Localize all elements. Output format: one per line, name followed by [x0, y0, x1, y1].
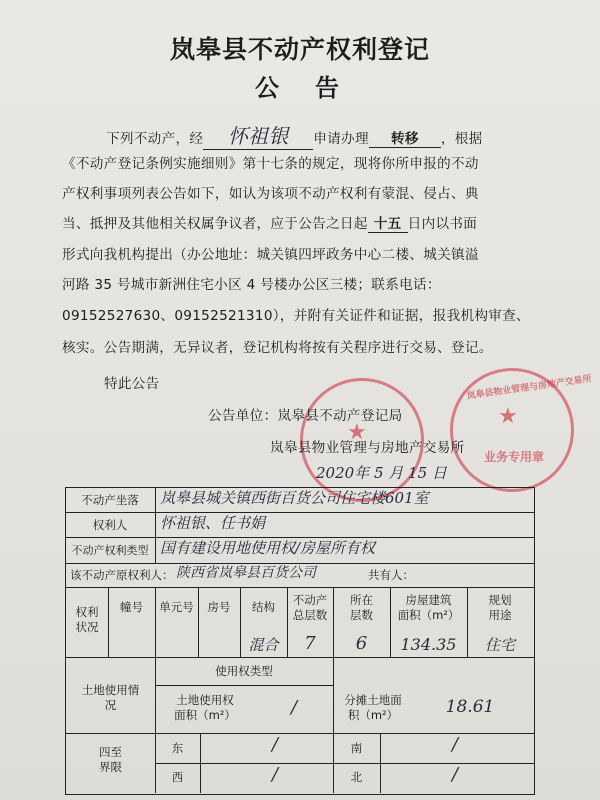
use-value: 住宅 [484, 636, 515, 654]
owner-value: 怀祖银、任书娟 [160, 514, 266, 532]
col-use [467, 593, 533, 623]
col-area [390, 593, 467, 623]
right-type-label: 不动产权利类型 [71, 544, 149, 557]
owner-label: 权利人 [92, 518, 128, 532]
seal-text-top: 岚皋县物业管理与房地产交易所 [466, 374, 593, 402]
col-area-2: 面积（m²） [397, 608, 460, 622]
intro-apply: 申请办理 [313, 131, 369, 147]
seal-text-bottom: 业务专用章 [484, 450, 545, 464]
boundary-label-1: 四至 [99, 745, 122, 759]
status-label-line-1: 权利 [75, 605, 99, 619]
issuer-line [208, 404, 403, 424]
intro-basis: ，根据 [440, 131, 483, 147]
land-area-value: / [290, 697, 298, 718]
seal-star-icon: ★ [347, 420, 367, 445]
west-value: / [271, 764, 279, 785]
col-at-floor-1: 所在 [350, 593, 373, 607]
north-value: / [451, 764, 459, 785]
original-owner-label: 该不动产原权利人： [70, 568, 174, 582]
col-total-floors [287, 593, 333, 623]
issuer-org-1: 岚皋县不动产登记局 [277, 408, 403, 424]
col-use-2: 用途 [488, 608, 512, 622]
boundary-label [66, 745, 155, 775]
shared-area-value: 18.61 [445, 697, 495, 717]
col-total-floors-2: 总层数 [292, 608, 328, 622]
co-owner-label: 共有人： [368, 568, 414, 582]
location-label: 不动产坐落 [81, 493, 139, 507]
land-area-label-1: 土地使用权 [176, 693, 234, 707]
objection-days: 十五 [368, 212, 408, 233]
col-use-1: 规划 [488, 593, 512, 607]
land-use-label-1: 土地使用情 [81, 683, 140, 697]
seal-star-icon-2: ★ [498, 404, 518, 429]
shared-area-label-1: 分摊土地面 [344, 693, 402, 707]
intro-line-3: 产权利事项列表公告如下，如认为该项不动产权利有蒙混、侵占、典 [62, 186, 479, 202]
applicant-name: 怀祖银 [203, 120, 313, 150]
land-area-label [155, 693, 255, 723]
col-unit: 单元号 [159, 600, 194, 614]
structure-value: 混合 [248, 636, 279, 654]
intro-line-6: 河路 35 号城市新洲住宅小区 4 号楼办公区三楼；联系电话： [62, 277, 441, 293]
col-at-floor-2: 层数 [350, 608, 373, 622]
col-at-floor [333, 593, 390, 623]
shared-area-label [333, 693, 413, 723]
boundary-label-2: 界限 [99, 760, 122, 774]
col-building: 幢号 [120, 600, 143, 614]
intro-line-4-a: 当、抵押及其他相关权属争议者，应于公告之日起 [62, 216, 368, 232]
west-label: 西 [171, 770, 184, 784]
status-label [66, 605, 108, 635]
original-owner-value: 陕西省岚皋县百货公司 [176, 565, 316, 581]
land-type-label: 使用权类型 [215, 664, 273, 678]
area-value: 134.35 [400, 635, 457, 654]
action-type: 转移 [369, 127, 441, 148]
right-type-value: 国有建设用地使用权/房屋所有权 [160, 539, 376, 557]
status-label-line-2: 状况 [75, 620, 99, 634]
closing-text: 特此公告 [104, 376, 160, 392]
total-floors-value: 7 [304, 633, 316, 654]
south-label: 南 [350, 741, 363, 755]
intro-line-4-b: 日内以书面 [407, 216, 478, 232]
at-floor-value: 6 [355, 633, 368, 654]
intro-line-2: 《不动产登记条例实施细则》第十七条的规定，现将你所申报的不动 [62, 156, 479, 172]
col-total-floors-1: 不动产 [292, 593, 328, 607]
land-use-label-2: 况 [104, 698, 117, 712]
east-label: 东 [171, 741, 184, 755]
intro-line-1 [106, 120, 483, 150]
issuer-org-2: 岚皋县物业管理与房地产交易所 [270, 440, 465, 456]
page-title: 岚皋县不动产权利登记 [169, 35, 430, 64]
issuer-label: 公告单位： [208, 408, 278, 424]
location-value: 岚皋县城关镇西街百货公司住宅楼601室 [160, 489, 429, 507]
intro-line-8: 核实。公告期满，无异议者，登记机构将按有关程序进行交易、登记。 [62, 340, 493, 356]
north-label: 北 [350, 770, 363, 784]
land-use-label [66, 683, 155, 713]
east-value: / [271, 734, 279, 755]
col-room: 房号 [207, 600, 231, 614]
intro-line-7: 09152527630、09152521310），并附有关证件和证据，报我机构审查、 [62, 308, 530, 324]
col-structure: 结构 [252, 600, 275, 614]
intro-prefix: 下列不动产，经 [106, 131, 204, 147]
col-area-1: 房屋建筑 [405, 593, 452, 607]
south-value: / [451, 734, 459, 755]
page-subtitle: 公 告 [255, 74, 345, 102]
shared-area-label-2: 积（m²） [347, 708, 399, 722]
intro-line-4 [62, 212, 477, 233]
issue-date: 2020年 5 月 15 日 [316, 464, 447, 482]
intro-line-5: 形式向我机构提出（办公地址：城关镇四坪政务中心二楼、城关镇溢 [62, 247, 479, 263]
land-area-label-2: 面积（m²） [174, 708, 236, 722]
